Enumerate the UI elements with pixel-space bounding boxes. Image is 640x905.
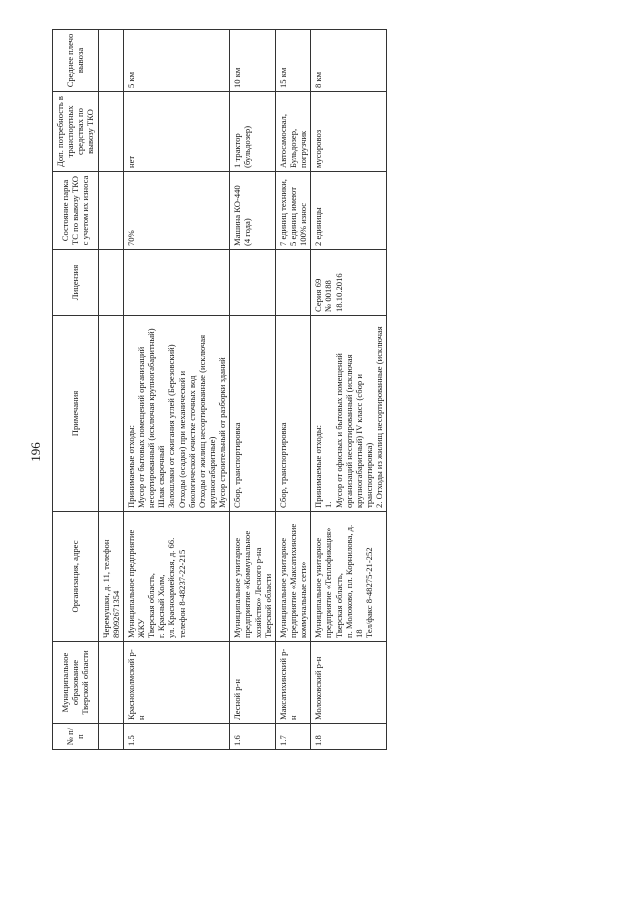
cell-organization: Черемушки, д. 11, телефон 89092671354	[98, 512, 123, 642]
cell-distance: 10 км	[230, 30, 276, 92]
header-num: № п/п	[53, 724, 99, 750]
cell-organization: Муниципальное унитарное предприятие «Теплофикация» Тверская область, п. Молоково, пл. Корнилова, д. 18 Тел/факс 8-48275-21-252	[311, 512, 387, 642]
cell-distance: 15 км	[275, 30, 310, 92]
table-row	[230, 30, 276, 750]
table-row	[98, 30, 123, 750]
header-notes: Примечания	[53, 316, 99, 512]
cell-municipality: Краснохолмский р-н	[123, 642, 229, 724]
cell-notes	[98, 316, 123, 512]
cell-organization: Муниципальное унитарное предприятие «Максатихинские коммунальные сети»	[275, 512, 310, 642]
cell-license	[275, 250, 310, 316]
cell-notes: Принимаемые отходы: Мусор от бытовых помещений организаций несортированный (исключая крупногабаритный) Шлак сварочный Золошлаки от сжигания углей (Березовский) Отходы (осадки) при механической и биологической очистке сточных вод Отходы от жилищ несортированные (исключая крупногабаритные) Мусор строительный от разборки зданий	[123, 316, 229, 512]
cell-organization: Муниципальное унитарное предприятие «Коммунальное хозяйство» Лесного р-на Тверской области	[230, 512, 276, 642]
waste-carriers-table	[52, 29, 387, 750]
header-need: Доп. потребность в транспортных средствах по вывозу ТКО	[53, 92, 99, 172]
cell-fleet	[98, 172, 123, 250]
cell-num: 1.8	[311, 724, 387, 750]
cell-fleet: Машина КО-440 (4 года)	[230, 172, 276, 250]
header-municipality: Муниципальное образование Тверской области	[53, 642, 99, 724]
cell-notes: Сбор, транспортировка	[230, 316, 276, 512]
rotated-table-container	[52, 30, 640, 746]
cell-organization: Муниципальное предприятие ЖКУ Тверская область, г. Красный Холм, ул. Красноармейская, д. 66. телефон 8-48237-22-215	[123, 512, 229, 642]
header-license: Лицензия	[53, 250, 99, 316]
cell-license: Серия 69 № 00188 18.10.2016	[311, 250, 387, 316]
cell-need: Автосамосвал, Бульдозер, погрузчик	[275, 92, 310, 172]
cell-num: 1.6	[230, 724, 276, 750]
cell-municipality	[98, 642, 123, 724]
cell-distance: 5 км	[123, 30, 229, 92]
header-organization: Организация, адрес	[53, 512, 99, 642]
table-row	[311, 30, 387, 750]
cell-municipality: Молоковский р-н	[311, 642, 387, 724]
table-row	[275, 30, 310, 750]
cell-num: 1.7	[275, 724, 310, 750]
page-number: 196	[28, 442, 43, 462]
cell-distance: 8 км	[311, 30, 387, 92]
table-header-row	[53, 30, 99, 750]
cell-fleet: 2 единицы	[311, 172, 387, 250]
header-fleet: Состояние парка ТС по вывозу ТКО с учетом их износа	[53, 172, 99, 250]
cell-need: мусоровоз	[311, 92, 387, 172]
cell-need: 1 трактор (бульдозер)	[230, 92, 276, 172]
cell-license	[123, 250, 229, 316]
cell-notes: Принимаемые отходы: 1. Мусор от офисных и бытовых помещений организаций несортированный (исключая крупногабаритный) IV класс (сбор и транспортировка) 2. Отходы из жилищ несортированные (исключая	[311, 316, 387, 512]
header-distance: Среднее плечо вывоза	[53, 30, 99, 92]
cell-notes: Сбор, транспортировка	[275, 316, 310, 512]
cell-municipality: Лесной р-н	[230, 642, 276, 724]
cell-distance	[98, 30, 123, 92]
cell-license	[98, 250, 123, 316]
cell-fleet: 7 единиц техники, 5 единиц имеют 100% износ	[275, 172, 310, 250]
cell-num	[98, 724, 123, 750]
cell-need: нет	[123, 92, 229, 172]
table-row	[123, 30, 229, 750]
rotated-content	[52, 30, 612, 750]
cell-municipality: Максатихинский р-н	[275, 642, 310, 724]
cell-license	[230, 250, 276, 316]
cell-num: 1.5	[123, 724, 229, 750]
cell-fleet: 70%	[123, 172, 229, 250]
cell-need	[98, 92, 123, 172]
